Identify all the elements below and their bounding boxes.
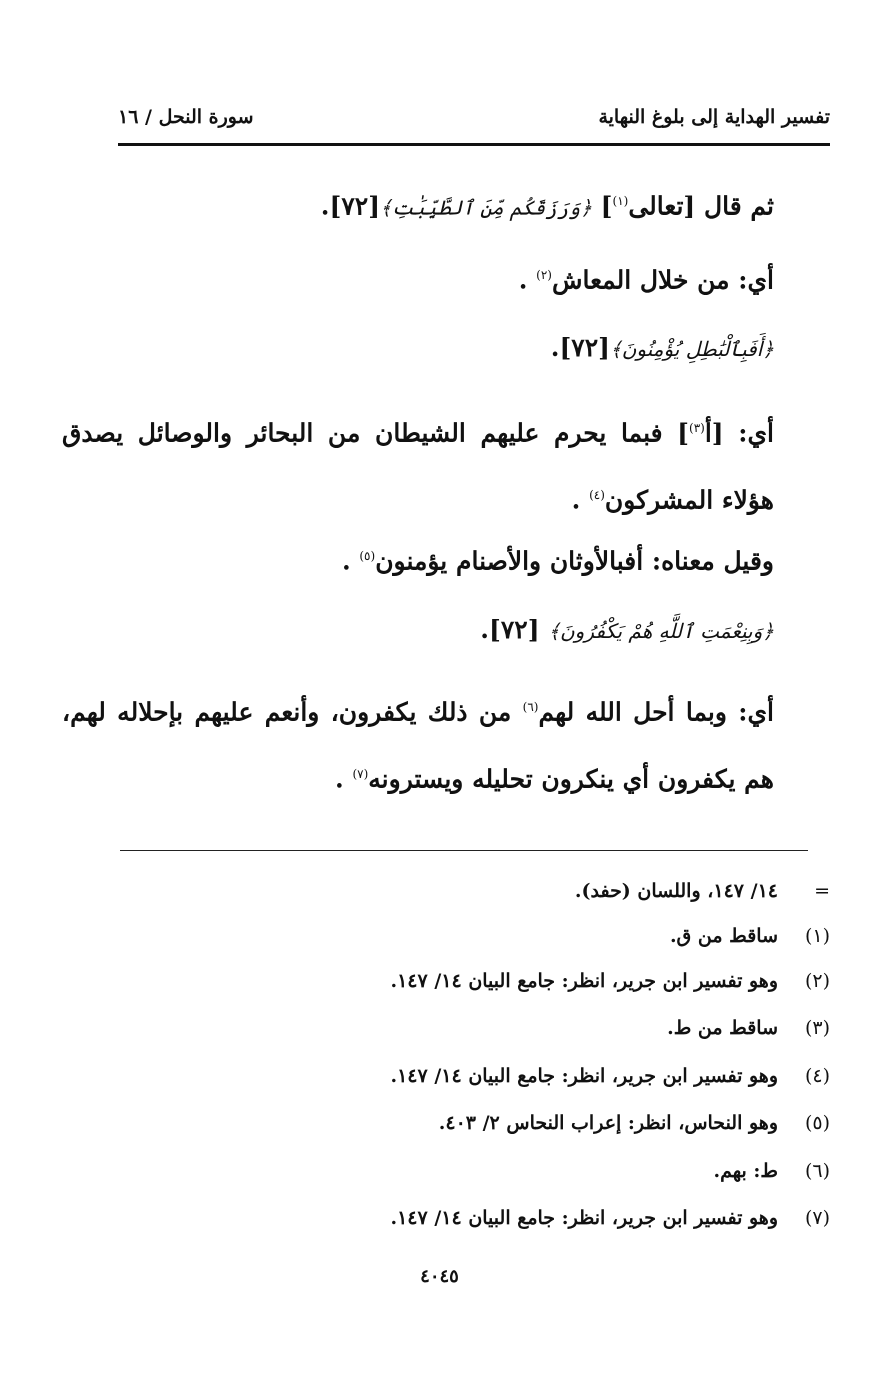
header-rule xyxy=(118,143,830,146)
book-title: تفسير الهداية إلى بلوغ النهاية xyxy=(598,106,830,128)
footnote-ref-4: (٤) xyxy=(589,488,605,503)
footnote-ref-5: (٥) xyxy=(359,549,376,563)
footnote-ref-1: (١) xyxy=(612,194,629,208)
footnote-ref-6: (٦) xyxy=(522,700,539,714)
footnote-ref-2: (٢) xyxy=(536,268,552,282)
quran-verse: ﴿أَفَبِٱلْبَٰطِلِ يُؤْمِنُونَ﴾ xyxy=(609,337,774,361)
paragraph-3: ﴿أَفَبِٱلْبَٰطِلِ يُؤْمِنُونَ﴾[٧٢]. xyxy=(550,333,774,362)
surah-title: سورة النحل / ١٦ xyxy=(118,106,254,128)
footnote-ref-7: (٧) xyxy=(352,767,369,782)
paragraph-7: أي: وبما أحل الله لهم$^{(٦)}$ من ذلك يكفرون، وأنعم عليهم بإحلاله لهم، هم يكفرون أي ينكرون تحليله ويسترونه$^{(٧)}$ . xyxy=(62,697,775,794)
footnote-4: (٤)وهو تفسير ابن جرير، انظر: جامع البيان ١٤/ ١٤٧. xyxy=(390,1065,830,1087)
footnotes-separator xyxy=(120,850,808,851)
paragraph-4: أي: [أ$^{(٣)}$] فبما يحرم عليهم الشيطان من البحائر والوصائل يصدق هؤلاء المشركون$^{(٤)}$ . xyxy=(62,418,774,515)
paragraph-6: ﴿وَبِنِعْمَتِ ٱللَّهِ هُمْ يَكْفُرُونَ﴾ [٧٢]. xyxy=(480,615,774,644)
footnote-6: (٦)ط: بهم. xyxy=(713,1160,830,1182)
footnote-continued: =١٤/ ١٤٧، واللسان (حفد). xyxy=(574,880,830,902)
quran-verse: ﴿وَبِنِعْمَتِ ٱللَّهِ هُمْ يَكْفُرُونَ﴾ xyxy=(548,619,774,643)
quran-verse: ﴿وَرَزَقَكُم مِّنَ ٱلطَّيِّبَٰتِ﴾ xyxy=(380,195,592,220)
footnote-7: (٧)وهو تفسير ابن جرير، انظر: جامع البيان ١٤/ ١٤٧. xyxy=(390,1207,830,1229)
footnote-3: (٣)ساقط من ط. xyxy=(667,1017,830,1039)
paragraph-1: ثم قال [تعالى$^{(١)}$] ﴿وَرَزَقَكُم مِّنَ ٱلطَّيِّبَٰتِ﴾[٧٢]. xyxy=(320,191,774,221)
running-header xyxy=(118,106,830,140)
paragraph-5: وقيل معناه: أفبالأوثان والأصنام يؤمنون$^{(٥)}$ . xyxy=(341,546,774,576)
footnote-5: (٥)وهو النحاس، انظر: إعراب النحاس ٢/ ٤٠٣. xyxy=(438,1112,830,1134)
footnote-2: (٢)وهو تفسير ابن جرير، انظر: جامع البيان ١٤/ ١٤٧. xyxy=(390,970,830,992)
page-number: ٤٠٤٥ xyxy=(420,1266,459,1287)
footnote-ref-3: (٣) xyxy=(689,421,705,435)
paragraph-2: أي: من خلال المعاش$^{(٢)}$ . xyxy=(518,265,774,295)
footnote-1: (١)ساقط من ق. xyxy=(669,925,830,947)
